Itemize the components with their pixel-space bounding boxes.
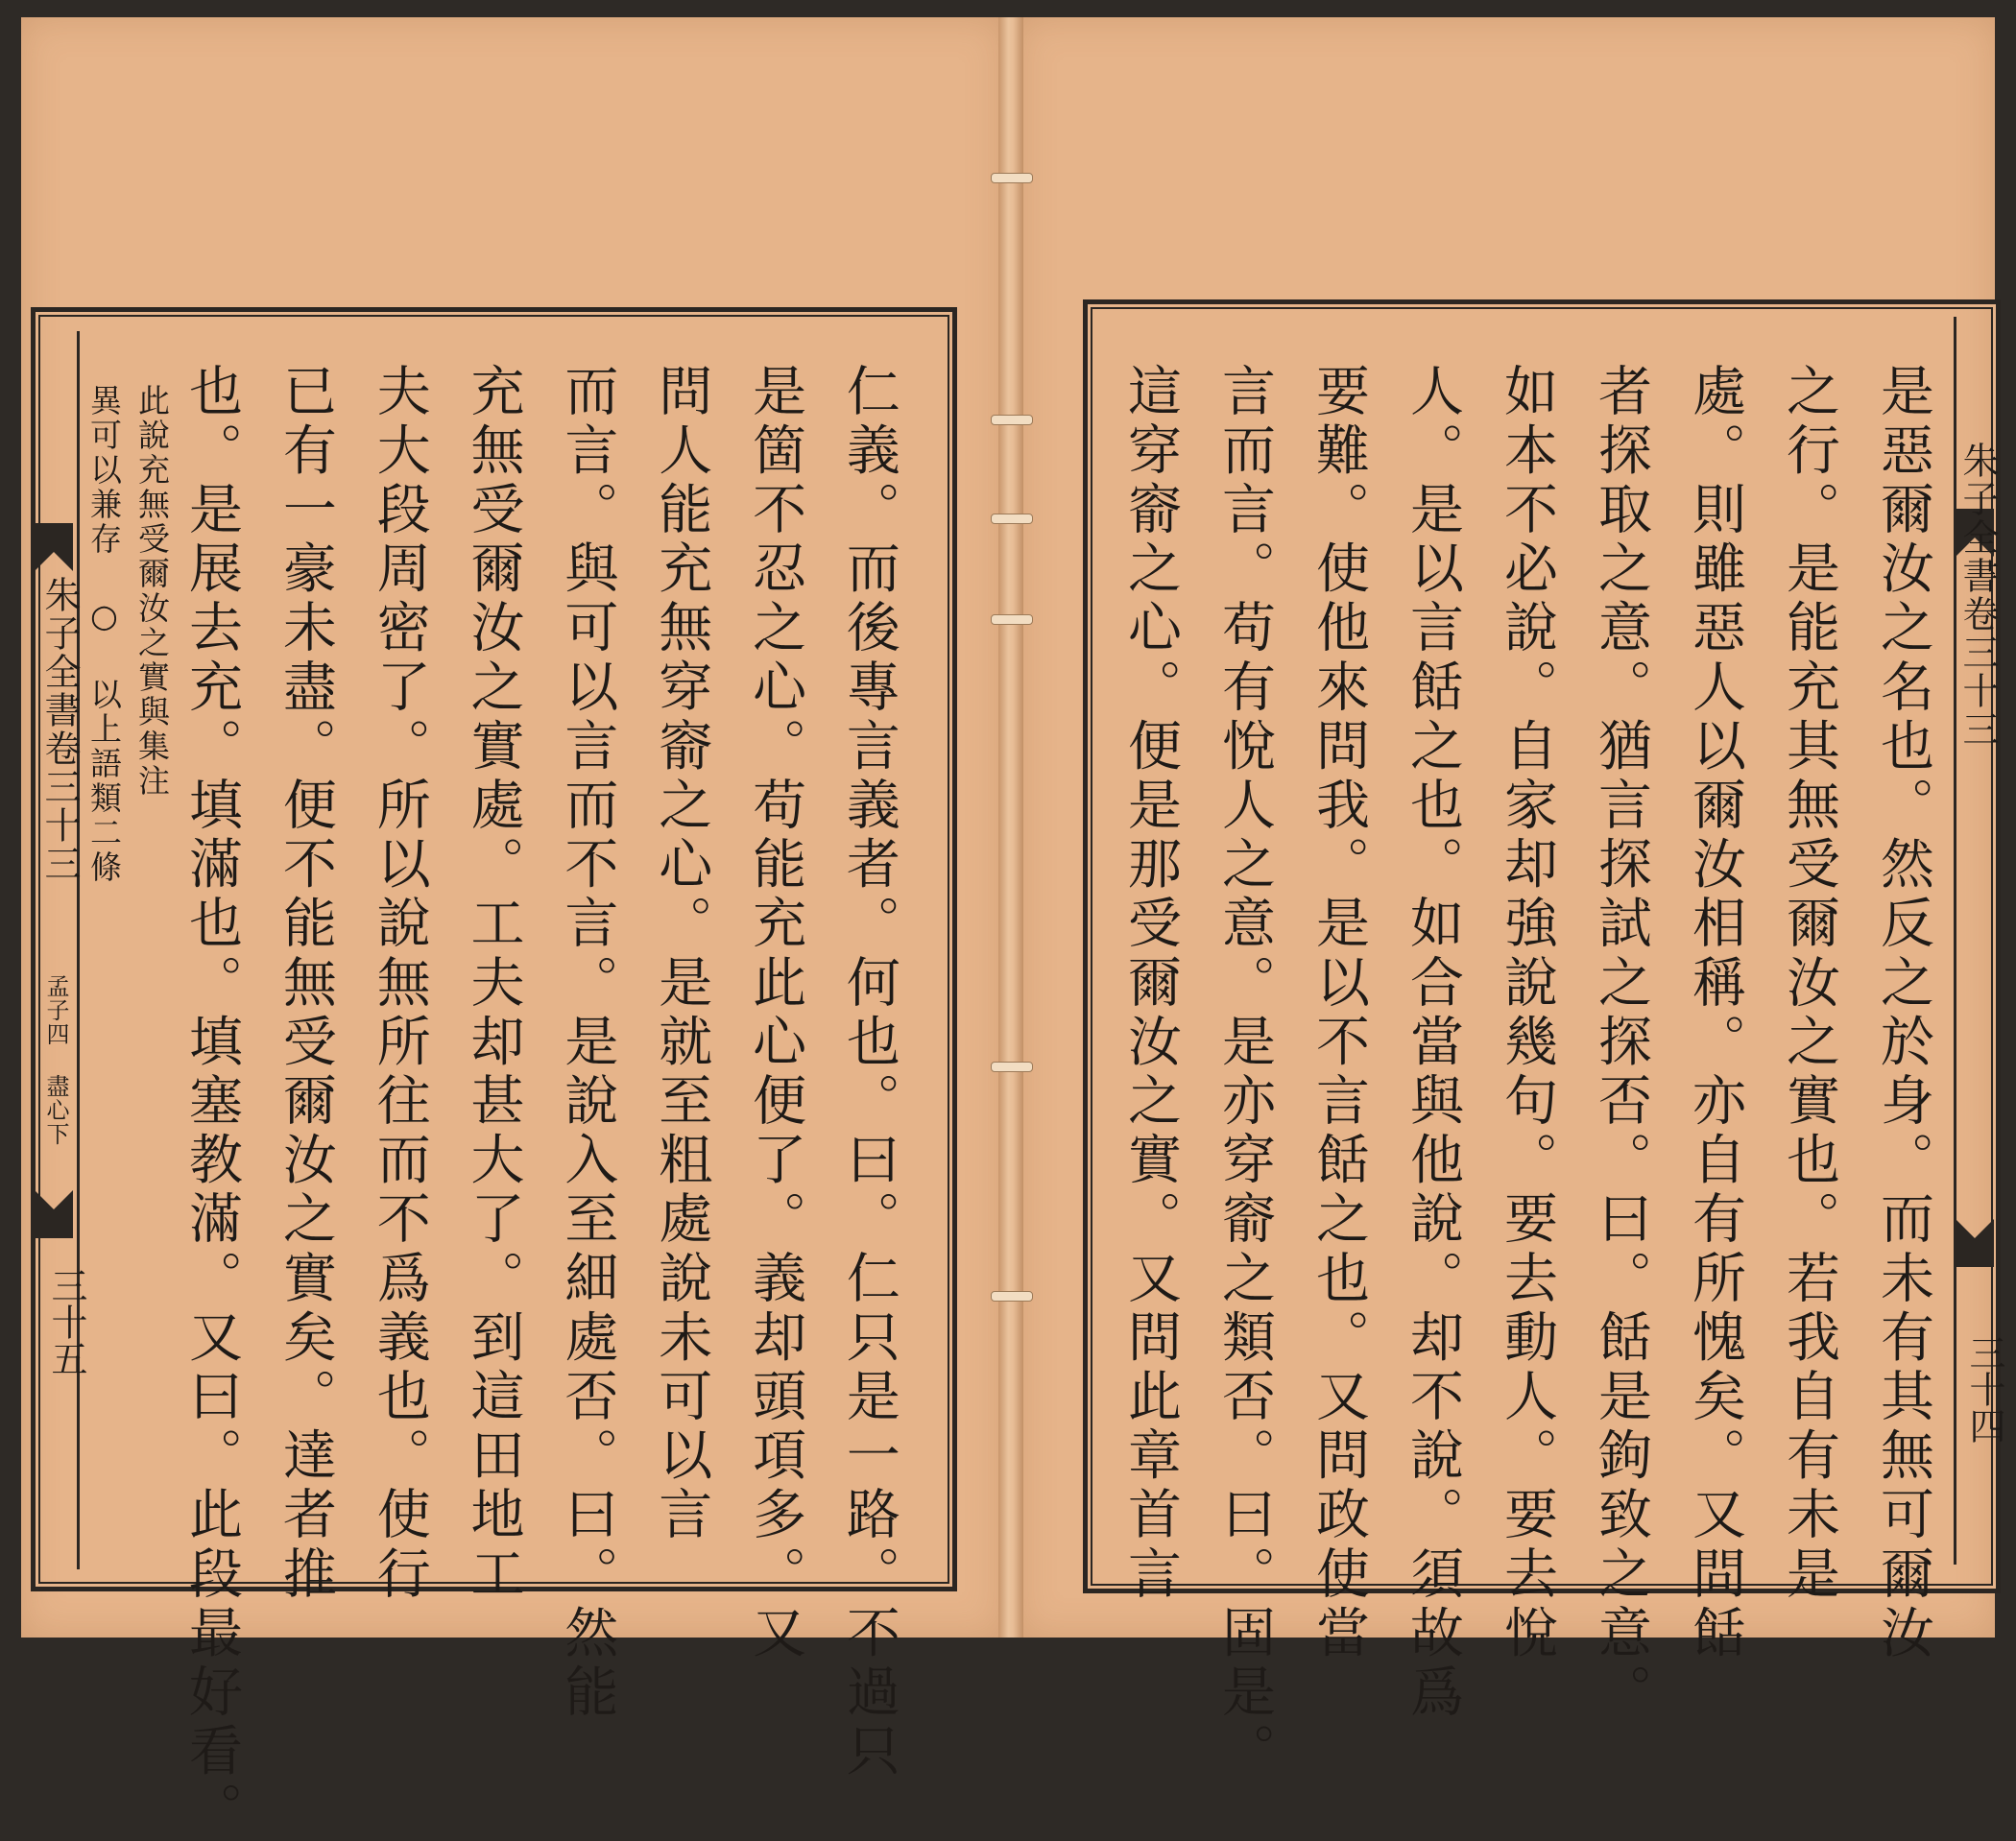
text-column: 人。是以言餂之也。如合當與他說。却不說。須故爲 [1402, 363, 1464, 1723]
binding-stitch [991, 1291, 1033, 1302]
book-spine [998, 17, 1023, 1638]
block-heart-chapter: 孟子四 盡心下 [42, 974, 69, 1146]
note-column: 此說充無受爾汝之實與集注 [133, 384, 171, 799]
binding-stitch [991, 1062, 1033, 1072]
right-page-text [1119, 363, 1934, 1782]
note-column: 異可以兼存 ○ 以上語類二條 [85, 384, 123, 885]
annotation-note [84, 384, 171, 1113]
text-column: 者探取之意。猶言探試之探否。曰。餂是鉤致之意。 [1590, 363, 1652, 1723]
text-column: 問人能充無穿窬之心。是就至粗處說未可以言 [650, 363, 713, 1545]
text-column: 言而言。苟有悅人之意。是亦穿窬之類否。曰。固是。 [1213, 363, 1276, 1782]
fish-tail-mark-icon [1956, 1219, 1994, 1267]
text-column: 是箇不忍之心。苟能充此心便了。義却頭項多。又 [744, 363, 807, 1664]
text-column: 如本不必說。自家却強說幾句。要去動人。要去悅 [1496, 363, 1558, 1664]
fish-tail-mark-icon [35, 523, 73, 571]
text-column: 而言。與可以言而不言。是說入至細處否。曰。然能 [556, 363, 619, 1723]
text-column: 充無受爾汝之實處。工夫却甚大了。到這田地工 [462, 363, 525, 1605]
page-number: 三十五 [45, 1267, 87, 1376]
text-column: 已有一豪未盡。便不能無受爾汝之實矣。達者推 [274, 363, 337, 1605]
text-column: 也。是展去充。填滿也。填塞教滿。又曰。此段最好看。 [180, 363, 243, 1841]
binding-stitch [991, 514, 1033, 524]
page-number: 三十四 [1963, 1334, 2005, 1444]
text-column: 這穿窬之心。便是那受爾汝之實。又問此章首言 [1119, 363, 1182, 1605]
block-heart-title: 朱子全書卷三十三 [38, 576, 81, 883]
text-column: 要難。使他來問我。是以不言餂之也。又問政使當 [1308, 363, 1370, 1664]
text-column: 處。則雖惡人以爾汝相稱。亦自有所愧矣。又問餂 [1684, 363, 1746, 1664]
text-column: 仁義。而後專言義者。何也。曰。仁只是一路。不過只 [837, 363, 900, 1782]
binding-stitch [991, 614, 1033, 625]
binding-stitch [991, 415, 1033, 425]
left-block-heart [33, 331, 80, 1569]
binding-stitch [991, 173, 1033, 183]
block-heart-title: 朱子全書卷三十三 [1956, 442, 1999, 749]
text-column: 是惡爾汝之名也。然反之於身。而未有其無可爾汝 [1872, 363, 1934, 1664]
text-column: 夫大段周密了。所以說無所往而不爲義也。使行 [368, 363, 431, 1605]
left-page-text [180, 363, 900, 1841]
fish-tail-mark-icon [35, 1190, 73, 1238]
text-column: 之行。是能充其無受爾汝之實也。若我自有未是 [1778, 363, 1840, 1605]
